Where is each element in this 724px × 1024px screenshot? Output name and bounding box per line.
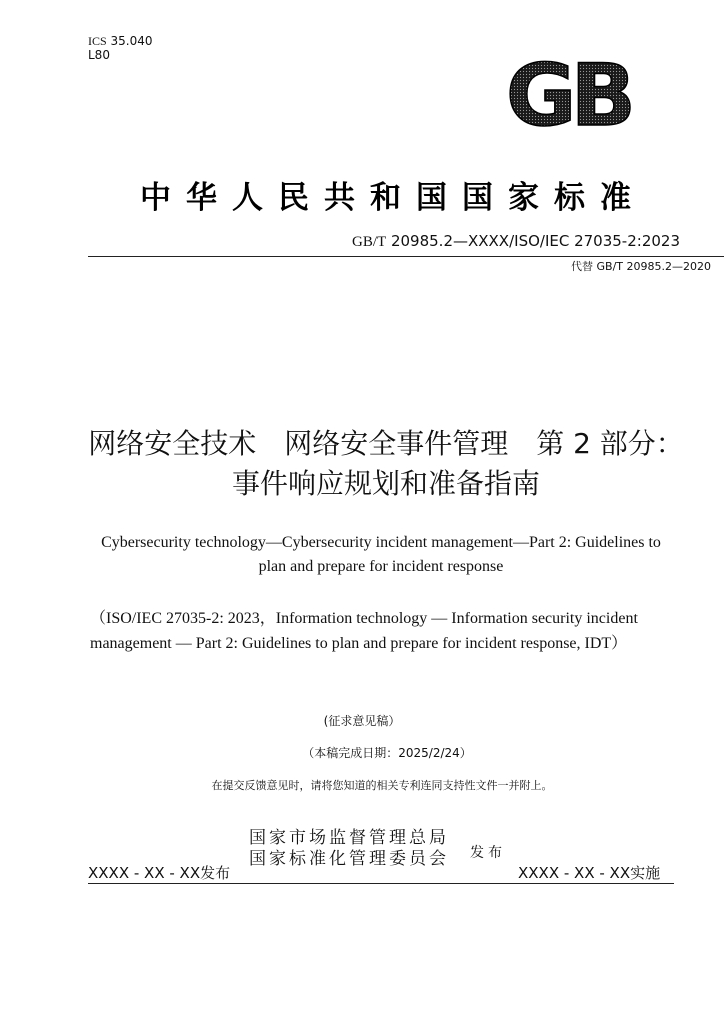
- publish-date: XXXX - XX - XX发布: [88, 864, 231, 882]
- implement-date: XXXX - XX - XX实施: [518, 864, 661, 882]
- gb-logo: [498, 58, 638, 132]
- draft-label: (征求意见稿）: [323, 714, 401, 728]
- footer-divider: [88, 883, 674, 884]
- standard-number-code: 20985.2—XXXX/ISO/IEC 27035-2:2023: [390, 232, 680, 250]
- standard-number-prefix: GB/T: [352, 234, 387, 250]
- chinese-title: 网络安全技术 网络安全事件管理 第 2 部分：事件响应规划和准备指南: [88, 427, 684, 500]
- publish-label: 发布: [470, 845, 506, 861]
- standard-number: [352, 232, 680, 251]
- ics-classification: [88, 34, 153, 62]
- issuer-sac: 国家标准化管理委员会: [249, 849, 449, 869]
- replaces-standard: 代替 GB/T 20985.2—2020: [571, 260, 711, 273]
- iso-reference: （ISO/IEC 27035-2: 2023，Information technology — Information security incident management — Part 2: Guidelines to plan and prepare for incident response, IDT）: [90, 610, 638, 652]
- gb-logo-text: GB: [505, 58, 631, 132]
- issuing-authorities: [249, 828, 449, 870]
- header-divider: [88, 256, 724, 257]
- patent-notice: 在提交反馈意见时，请将您知道的相关专利连同支持性文件一并附上。: [211, 779, 553, 792]
- ics-code: 35.040: [110, 34, 153, 48]
- ccs-code: L80: [88, 48, 110, 62]
- english-title: Cybersecurity technology—Cybersecurity incident management—Part 2: Guidelines to plan and prepare for incident response: [101, 534, 661, 575]
- completion-date: （本稿完成日期：2025/2/24）: [302, 746, 472, 760]
- standard-type-title: 中华人民共和国国家标准: [140, 180, 646, 216]
- issuer-samr: 国家市场监督管理总局: [249, 828, 449, 848]
- ics-label: ICS: [88, 34, 107, 48]
